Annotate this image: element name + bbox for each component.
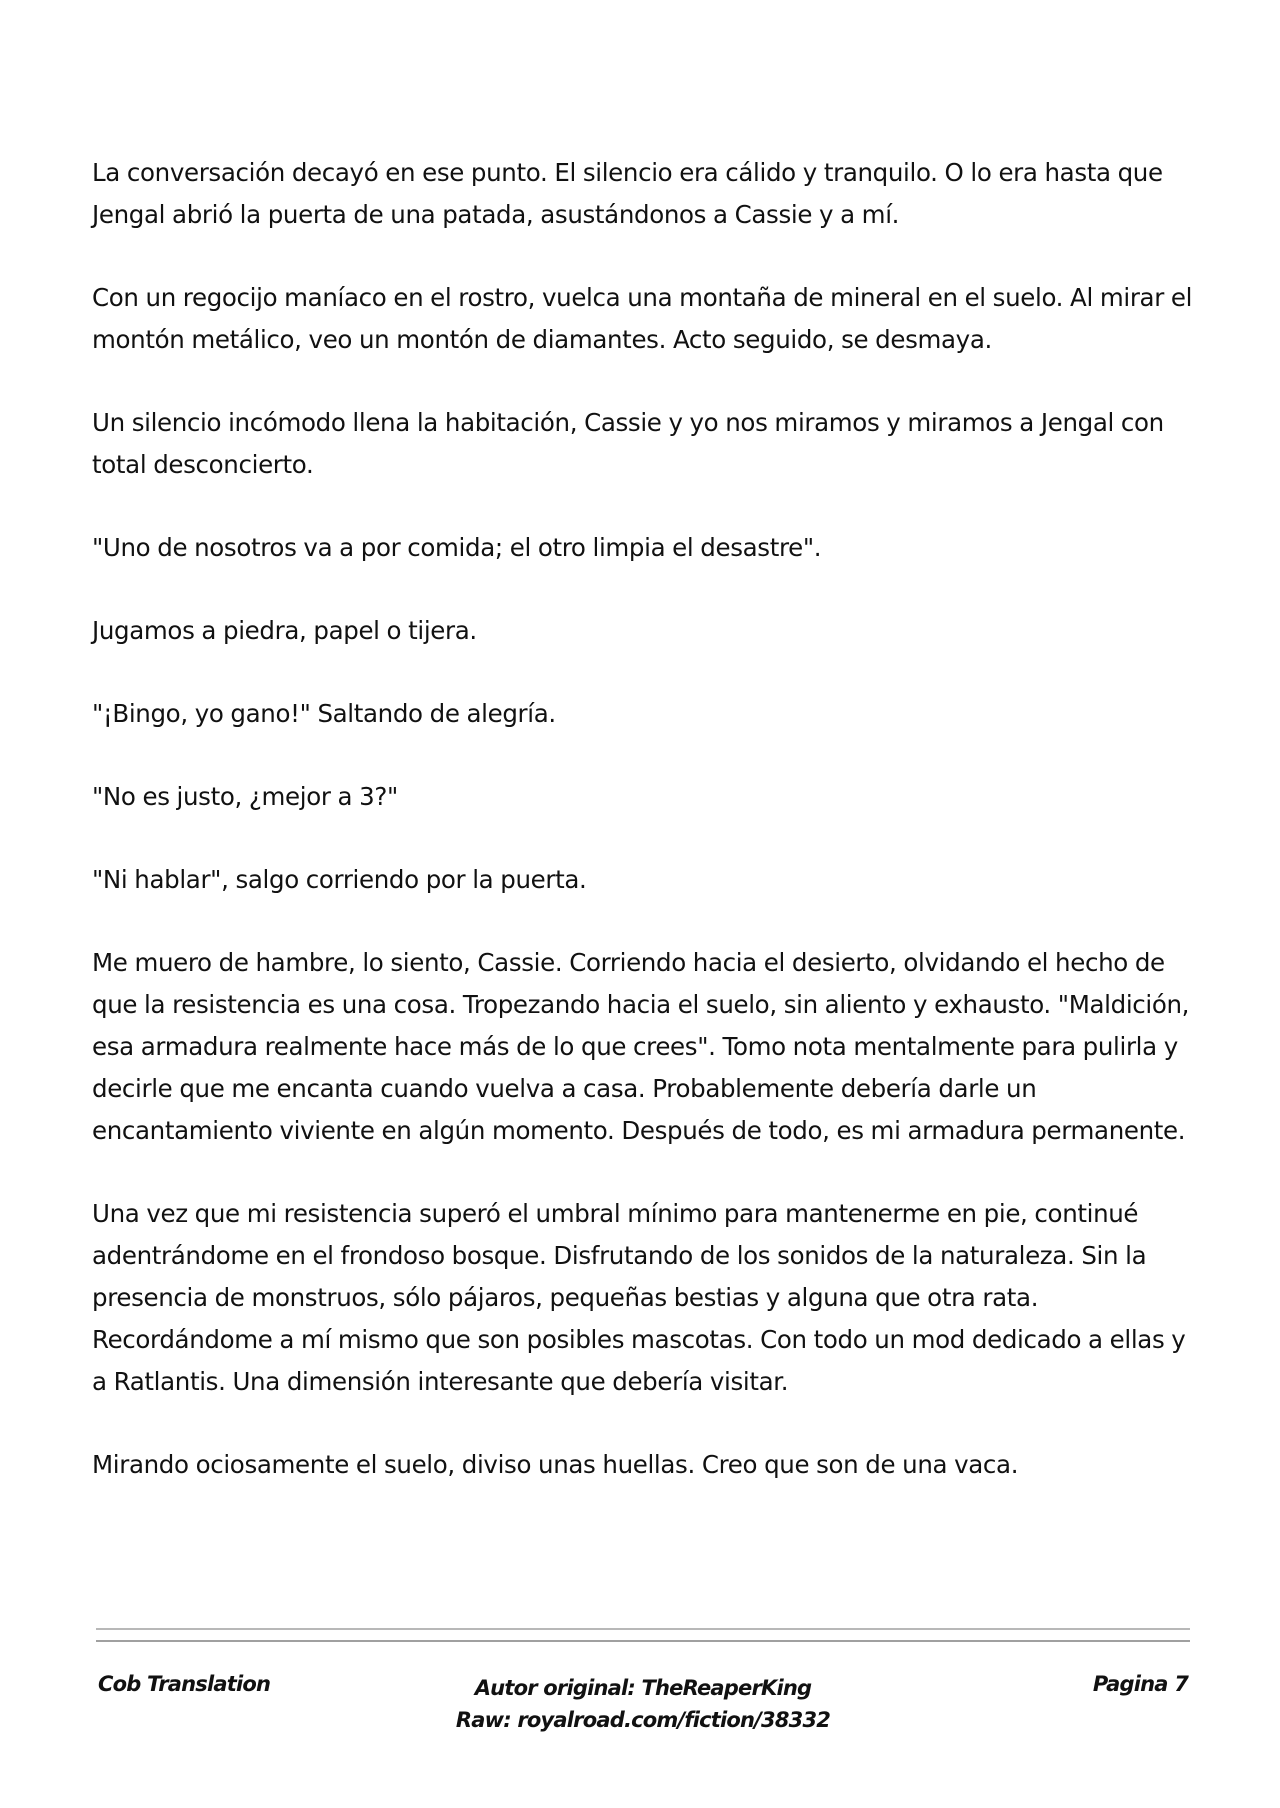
paragraph: Con un regocijo maníaco en el rostro, vuelca una montaña de mineral en el suelo. Al mirar el montón metálico, veo un montón de diamantes. Acto seguido, se desmaya. (92, 283, 1193, 354)
paragraph: Una vez que mi resistencia superó el umbral mínimo para mantenerme en pie, continué adentrándome en el frondoso bosque. Disfrutando de los sonidos de la naturaleza. Sin la presencia de monstruos, sólo pájaros, pequeñas bestias y alguna que otra rata. Recordándome a mí mismo que son posibles mascotas. Con todo un mod dedicado a ellas y a Ratlantis. Una dimensión interesante que debería visitar. (92, 1199, 1186, 1396)
paragraph: Un silencio incómodo llena la habitación, Cassie y yo nos miramos y miramos a Jengal con total desconcierto. (92, 408, 1164, 479)
body-text (92, 152, 1200, 1527)
footer-credits (96, 1672, 1190, 1736)
page-footer (96, 1672, 1190, 1752)
footer-author: Autor original: TheReaperKing (474, 1676, 812, 1700)
footer-source: Raw: royalroad.com/fiction/38332 (455, 1708, 831, 1732)
paragraph: "No es justo, ¿mejor a 3?" (92, 782, 398, 811)
paragraph: Mirando ociosamente el suelo, diviso unas huellas. Creo que son de una vaca. (92, 1450, 1019, 1479)
paragraph: "Ni hablar", salgo corriendo por la puerta. (92, 865, 587, 894)
page-number: Pagina 7 (1092, 1672, 1188, 1696)
paragraph: Jugamos a piedra, papel o tijera. (92, 616, 477, 645)
paragraph: Me muero de hambre, lo siento, Cassie. Corriendo hacia el desierto, olvidando el hecho de que la resistencia es una cosa. Tropezando hacia el suelo, sin aliento y exhausto. "Maldición, esa armadura realmente hace más de lo que crees". Tomo nota mentalmente para pulirla y decirle que me encanta cuando vuelva a casa. Probablemente debería darle un encantamiento viviente en algún momento. Después de todo, es mi armadura permanente. (92, 948, 1190, 1145)
paragraph: "Uno de nosotros va a por comida; el otro limpia el desastre". (92, 533, 822, 562)
footer-translator: Cob Translation (98, 1672, 271, 1696)
paragraph: La conversación decayó en ese punto. El silencio era cálido y tranquilo. O lo era hasta que Jengal abrió la puerta de una patada, asustándonos a Cassie y a mí. (92, 158, 1163, 229)
paragraph: "¡Bingo, yo gano!" Saltando de alegría. (92, 699, 556, 728)
footer-divider-bottom (96, 1640, 1190, 1642)
footer-divider-top (96, 1628, 1190, 1630)
